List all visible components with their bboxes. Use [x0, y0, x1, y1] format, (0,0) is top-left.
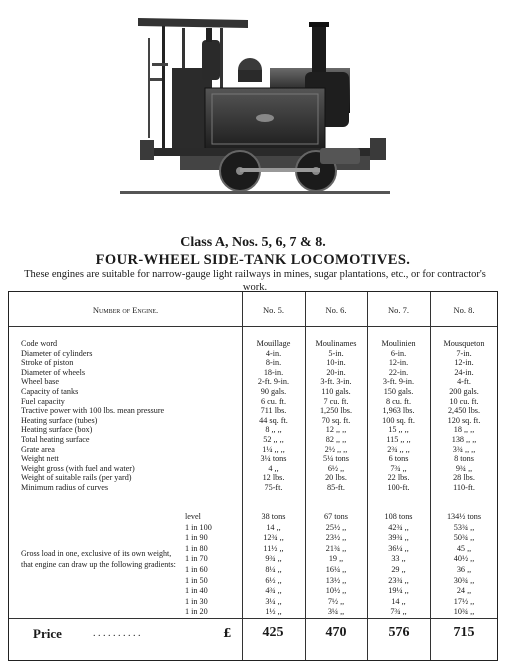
- table-cell: 52 ,, ,,: [263, 435, 284, 444]
- gradient-label: 1 in 70: [185, 554, 208, 564]
- gradient-cell: 25½ ,,: [325, 522, 347, 532]
- header-divider: [9, 326, 497, 327]
- header-no-6: No. 6.: [325, 305, 347, 315]
- table-cell: 10 cu. ft.: [449, 396, 479, 406]
- gradient-cell: 10½ ,,: [325, 586, 347, 596]
- gradient-cell: 8¼ ,,: [265, 565, 282, 574]
- gradient-cell: 53¾ ,,: [453, 522, 475, 532]
- price-label: Price: [33, 626, 62, 641]
- table-cell: 3¼ tons: [260, 454, 287, 464]
- table-cell: 8 cu. ft.: [385, 396, 411, 406]
- table-cell: Moulinames: [315, 339, 357, 348]
- row-label: Capacity of tanks: [21, 387, 79, 396]
- gradient-label: 1 in 50: [185, 575, 208, 585]
- table-cell: 18 ,, ,,: [453, 425, 475, 435]
- price-divider: [9, 618, 497, 619]
- table-cell: 22 lbs.: [387, 473, 410, 483]
- locomotive-photo: [120, 8, 390, 198]
- table-cell: Mouillage: [256, 339, 291, 348]
- table-cell: 6-in.: [390, 348, 407, 358]
- table-cell: 120 sq. ft.: [447, 415, 481, 425]
- table-cell: 12 ,, ,,: [325, 425, 347, 435]
- table-cell: 5-in.: [328, 348, 344, 358]
- table-cell: 2¾ ,, ,,: [387, 444, 410, 454]
- table-cell: 85-ft.: [327, 483, 345, 492]
- table-cell: 12-in.: [454, 358, 474, 368]
- table-cell: 110-ft.: [453, 483, 475, 492]
- gradient-cell: 19 ,,: [328, 554, 344, 564]
- table-cell: 150 gals.: [383, 387, 414, 396]
- gradient-label: 1 in 80: [185, 543, 208, 553]
- table-cell: 100 sq. ft.: [382, 415, 415, 425]
- table-cell: 3-ft. 9-in.: [382, 377, 415, 387]
- gradient-cell: 1½ ,,: [265, 607, 282, 617]
- table-cell: 10-in.: [326, 358, 346, 368]
- table-cell: 138 ,, ,,: [451, 435, 477, 444]
- gradient-cell: 7¾ ,,: [390, 607, 407, 617]
- gradient-cell: 40½ ,,: [453, 554, 475, 564]
- table-cell: 110 gals.: [321, 387, 351, 396]
- table-cell: 18-in.: [263, 367, 284, 377]
- gradient-label: 1 in 30: [185, 596, 208, 606]
- table-cell: 711 lbs.: [260, 406, 287, 416]
- gradient-cell: 67 tons: [324, 512, 348, 521]
- row-label: Heating surface (tubes): [21, 415, 98, 425]
- gradient-cell: 38 tons: [261, 512, 286, 521]
- table-cell: 20-in.: [326, 367, 346, 377]
- gradient-cell: 11½ ,,: [263, 543, 284, 553]
- table-cell: 28 lbs.: [453, 473, 475, 483]
- table-cell: 8 ,, ,,: [265, 425, 282, 435]
- gradient-cell: 108 tons: [384, 512, 413, 521]
- row-label: Weight nett: [21, 454, 59, 464]
- gradient-cell: 42¾ ,,: [388, 522, 409, 532]
- gradient-label: 1 in 20: [185, 607, 208, 617]
- specification-table: [8, 291, 498, 661]
- table-cell: 24-in.: [454, 367, 474, 377]
- row-label: Stroke of piston: [21, 358, 74, 368]
- table-cell: 7 cu. ft.: [323, 396, 349, 406]
- gradient-cell: 39¾ ,,: [388, 533, 409, 543]
- gradient-cell: 36 ,,: [456, 565, 472, 574]
- table-cell: 4 ,,: [268, 463, 279, 473]
- table-cell: 1,250 lbs.: [319, 406, 353, 416]
- gradient-cell: 24 ,,: [456, 586, 472, 596]
- header-number-of-engine: Number of Engine.: [92, 305, 159, 315]
- gradient-cell: 134½ tons: [446, 512, 482, 521]
- table-cell: 6 cu. ft.: [260, 396, 286, 406]
- row-label: Minimum radius of curves: [21, 483, 109, 492]
- table-cell: 5¼ tons: [323, 454, 349, 464]
- table-cell: 82 ,, ,,: [325, 435, 347, 444]
- table-cell: 200 gals.: [449, 387, 479, 396]
- table-cell: 6 tons: [388, 454, 409, 464]
- gradient-cell: 14 ,,: [391, 596, 406, 606]
- table-cell: 70 sq. ft.: [321, 415, 351, 425]
- row-label: Code word: [21, 339, 58, 348]
- gradient-description: Gross load in one, exclusive of its own weight, that engine can draw up the following gradients:: [21, 549, 176, 569]
- description: These engines are suitable for narrow-gauge light railways in mines, sugar plantations, etc., or for contractor's work.: [24, 269, 486, 293]
- price-no-6: 470: [325, 625, 347, 640]
- row-label: Weight gross (with fuel and water): [21, 463, 135, 473]
- gradient-cell: 9¾ ,,: [265, 554, 282, 564]
- gradient-cell: 29 ,,: [391, 565, 406, 574]
- row-label: Tractive power with 100 lbs. mean pressure: [21, 406, 165, 416]
- gradient-cell: 33 ,,: [391, 554, 406, 564]
- row-label: Wheel base: [21, 377, 59, 387]
- price-leader-dots: . . . . . . . . . .: [93, 628, 141, 639]
- table-cell: 12-in.: [388, 358, 409, 368]
- table-cell: Moulinien: [381, 339, 416, 348]
- table-cell: 90 gals.: [260, 387, 287, 396]
- gradient-cell: 3¼ ,,: [327, 607, 345, 617]
- table-cell: 15 ,, ,,: [388, 425, 409, 435]
- gradient-cell: 17½ ,,: [453, 596, 475, 606]
- gradient-cell: 23¾ ,,: [388, 575, 409, 585]
- price-no-7: 576: [388, 625, 410, 640]
- table-cell: 3-ft. 3-in.: [320, 377, 352, 387]
- table-cell: 8 tons: [454, 454, 474, 464]
- currency-symbol: £: [223, 626, 232, 640]
- gradient-cell: 12¾ ,,: [263, 533, 284, 543]
- table-cell: 20 lbs.: [325, 473, 347, 483]
- gradient-cell: 36¼ ,,: [388, 543, 409, 553]
- row-label: Diameter of cylinders: [21, 348, 93, 358]
- gradient-cell: 13½ ,,: [325, 575, 347, 585]
- table-cell: 3¾ ,, ,,: [452, 444, 476, 454]
- table-cell: 2,450 lbs.: [447, 406, 481, 416]
- gradient-label: 1 in 90: [185, 533, 208, 543]
- table-cell: 115 ,, ,,: [386, 435, 411, 444]
- price-no-5: 425: [262, 625, 284, 640]
- header-no-7: No. 7.: [387, 305, 409, 315]
- table-cell: 75-ft.: [264, 483, 283, 492]
- table-cell: 4-in.: [265, 348, 282, 358]
- table-cell: 9¾ ,,: [455, 463, 473, 473]
- table-cell: 2-ft. 9-in.: [257, 377, 290, 387]
- gradient-cell: 6½ ,,: [265, 575, 282, 585]
- table-cell: 1,963 lbs.: [382, 406, 415, 416]
- title: Class A, Nos. 5, 6, 7 & 8.: [180, 235, 326, 250]
- table-cell: 4-ft.: [457, 377, 471, 387]
- gradient-label: 1 in 60: [185, 565, 208, 574]
- table-cell: 22-in.: [388, 367, 409, 377]
- table-cell: 44 sq. ft.: [259, 415, 288, 425]
- gradient-cell: 30¾ ,,: [453, 575, 475, 585]
- gradient-cell: 23½ ,,: [325, 533, 347, 543]
- gradient-label: level: [185, 512, 201, 521]
- price-no-8: 715: [453, 625, 475, 640]
- table-cell: 8-in.: [265, 358, 282, 368]
- gradient-cell: 3¼ ,,: [265, 596, 282, 606]
- table-cell: 1¼ ,, ,,: [262, 444, 285, 454]
- gradient-cell: 16¼ ,,: [325, 565, 347, 574]
- gradient-cell: 45 ,,: [456, 543, 472, 553]
- row-label: Fuel capacity: [21, 396, 65, 406]
- gradient-cell: 10¾ ,,: [453, 607, 475, 617]
- row-label: Grate area: [21, 444, 55, 454]
- table-cell: 12 lbs.: [262, 473, 285, 483]
- row-label: Total heating surface: [21, 435, 90, 444]
- table-cell: 7-in.: [456, 348, 472, 358]
- gradient-cell: 19¼ ,,: [388, 586, 409, 596]
- row-label: Diameter of wheels: [21, 367, 86, 377]
- table-cell: 6½ ,,: [327, 463, 345, 473]
- gradient-cell: 4¾ ,,: [265, 586, 282, 596]
- table-cell: 2½ ,, ,,: [324, 444, 348, 454]
- subtitle: FOUR-WHEEL SIDE-TANK LOCOMOTIVES.: [95, 252, 411, 268]
- gradient-label: 1 in 40: [185, 586, 208, 596]
- table-cell: 100-ft.: [387, 483, 410, 492]
- gradient-cell: 50¾ ,,: [453, 533, 475, 543]
- table-cell: Mousqueton: [443, 339, 485, 348]
- table-cell: 7¾ ,,: [390, 463, 407, 473]
- header-no-5: No. 5.: [262, 305, 284, 315]
- row-label: Weight of suitable rails (per yard): [21, 473, 132, 483]
- gradient-cell: 7½ ,,: [327, 596, 345, 606]
- gradient-cell: 21¾ ,,: [325, 543, 347, 553]
- row-label: Heating surface (box): [21, 425, 93, 435]
- gradient-cell: 14 ,,: [266, 522, 281, 532]
- gradient-label: 1 in 100: [185, 522, 212, 532]
- header-no-8: No. 8.: [453, 305, 475, 315]
